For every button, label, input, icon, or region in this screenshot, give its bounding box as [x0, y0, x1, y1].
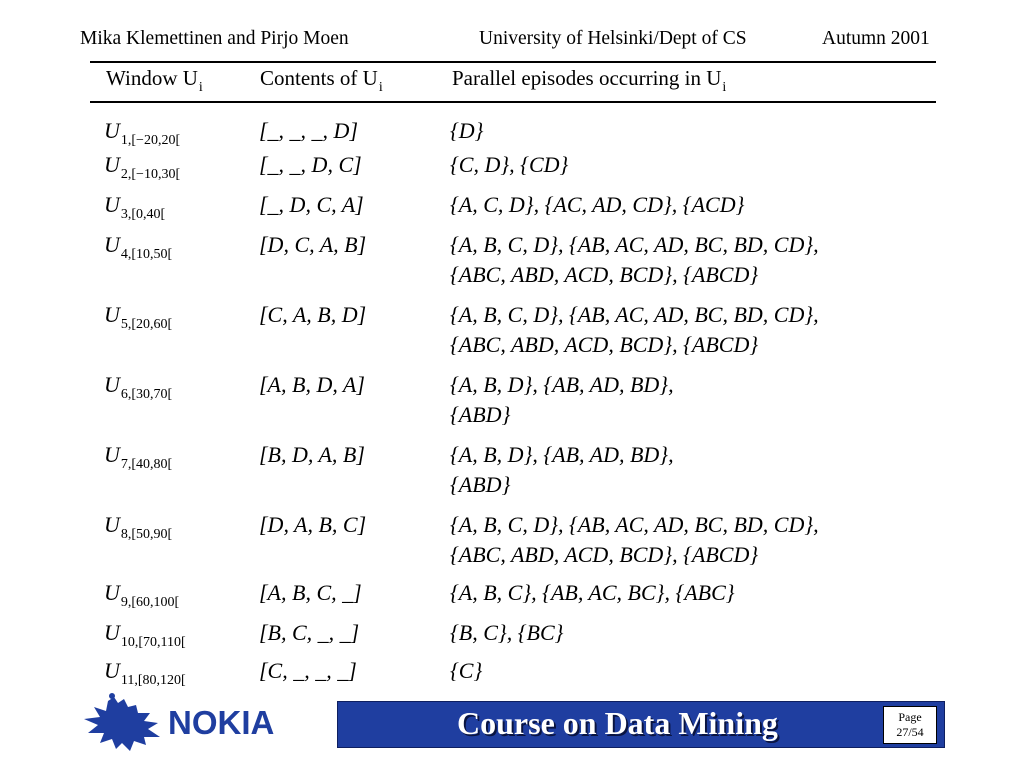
window-cell: $U_{11,[80,120[}$	[104, 658, 186, 688]
episodes-cell	[450, 230, 819, 290]
episodes-line: {B, C}, {BC}	[450, 620, 564, 645]
episodes-cell	[450, 656, 482, 686]
episodes-cell	[450, 618, 563, 648]
window-cell: $U_{2,[-10,30[}$	[104, 152, 181, 182]
window-cell: $U_{9,[60,100[}$	[104, 580, 180, 610]
contents-cell: [D, A, B, C]	[259, 512, 367, 537]
episodes-line: {A, C, D}, {AC, AD, CD}, {ACD}	[450, 192, 745, 217]
page-indicator	[883, 706, 937, 744]
course-title: Course on Data Mining	[457, 705, 778, 741]
episodes-line: {ABC, ABD, ACD, BCD}, {ABCD}	[450, 542, 759, 567]
window-cell: $U_{5,[20,60[}$	[104, 302, 173, 332]
column-header-window: Window $U_i$	[106, 66, 203, 95]
episodes-line: {ABD}	[450, 402, 511, 427]
header-authors: Mika Klemettinen and Pirjo Moen	[80, 28, 349, 49]
window-cell: $U_{7,[40,80[}$	[104, 442, 173, 472]
episodes-cell	[450, 370, 674, 430]
window-cell: $U_{6,[30,70[}$	[104, 372, 173, 402]
episodes-cell	[450, 116, 483, 146]
episodes-line: {ABC, ABD, ACD, BCD}, {ABCD}	[450, 332, 759, 357]
episodes-line: {C}	[450, 658, 483, 683]
header-term: Autumn 2001	[822, 28, 930, 49]
episodes-line: {C, D}, {CD}	[450, 152, 569, 177]
window-cell: $U_{4,[10,50[}$	[104, 232, 173, 262]
window-cell: $U_{3,[0,40[}$	[104, 192, 166, 222]
episodes-line: {A, B, C, D}, {AB, AC, AD, BC, BD, CD},	[450, 232, 819, 257]
contents-cell: [_, _, D, C]	[259, 152, 362, 177]
contents-cell: [A, B, D, A]	[259, 372, 365, 397]
page-label: Page	[898, 710, 922, 724]
contents-cell: [_, D, C, A]	[259, 192, 364, 217]
episodes-line: {A, B, C, D}, {AB, AC, AD, BC, BD, CD},	[450, 512, 819, 537]
contents-cell: [D, C, A, B]	[259, 232, 367, 257]
episodes-line: {A, B, C, D}, {AB, AC, AD, BC, BD, CD},	[450, 302, 819, 327]
contents-cell: [B, C, _, _]	[259, 620, 360, 645]
column-header-contents: Contents of $U_i$	[260, 66, 383, 95]
column-header-episodes: Parallel episodes occurring in $U_i$	[452, 66, 727, 95]
episodes-line: {A, B, D}, {AB, AD, BD},	[450, 372, 674, 397]
contents-cell: [B, D, A, B]	[259, 442, 365, 467]
episodes-cell	[450, 510, 819, 570]
episodes-cell	[450, 150, 568, 180]
page-number: 27/54	[896, 725, 924, 739]
contents-cell: [C, _, _, _]	[259, 658, 357, 683]
episodes-line: {A, B, D}, {AB, AD, BD},	[450, 442, 674, 467]
episodes-line: {ABD}	[450, 472, 511, 497]
window-cell: $U_{1,[-20,20[}$	[104, 118, 181, 148]
contents-cell: [_, _, _, D]	[259, 118, 359, 143]
window-cell: $U_{10,[70,110[}$	[104, 620, 186, 650]
nokia-logo: NOKIA	[168, 704, 275, 741]
episodes-line: {A, B, C}, {AB, AC, BC}, {ABC}	[450, 580, 735, 605]
episodes-cell	[450, 440, 674, 500]
window-cell: $U_{8,[50,90[}$	[104, 512, 173, 542]
episodes-line: {D}	[450, 118, 484, 143]
episodes-cell	[450, 300, 819, 360]
episodes-cell	[450, 190, 744, 220]
contents-cell: [C, A, B, D]	[259, 302, 367, 327]
contents-cell: [A, B, C, _]	[259, 580, 362, 605]
episodes-line: {ABC, ABD, ACD, BCD}, {ABCD}	[450, 262, 759, 287]
header-institution: University of Helsinki/Dept of CS	[479, 28, 747, 49]
episodes-cell	[450, 578, 735, 608]
university-logo-icon	[78, 693, 166, 753]
